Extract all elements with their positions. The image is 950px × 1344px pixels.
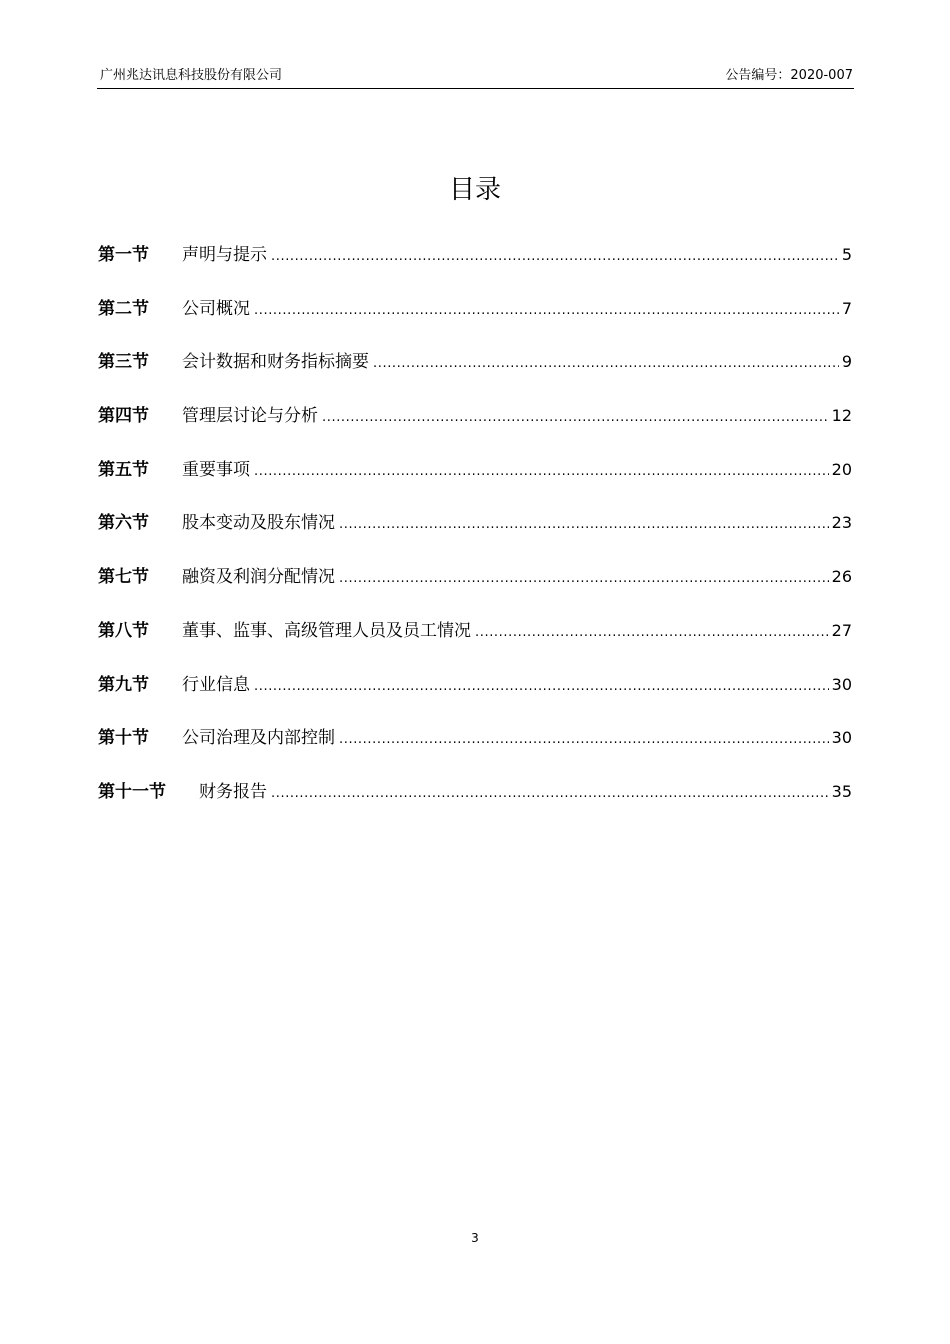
toc-entry-title: 股本变动及股东情况 [182, 513, 335, 534]
toc-section-label: 第十一节 [98, 781, 166, 802]
toc-entry-title: 公司治理及内部控制 [182, 728, 335, 749]
toc-list [98, 241, 852, 832]
toc-entry[interactable] [98, 509, 852, 563]
toc-section-label: 第十节 [98, 728, 149, 749]
toc-page-number: 30 [831, 674, 852, 694]
toc-dot-leader [322, 404, 829, 432]
toc-dot-leader [339, 726, 829, 754]
toc-page-number: 30 [831, 728, 852, 748]
toc-entry-title: 管理层讨论与分析 [182, 406, 318, 427]
toc-dot-leader [271, 780, 829, 808]
toc-entry[interactable] [98, 563, 852, 617]
toc-entry-title: 公司概况 [182, 298, 250, 319]
toc-entry-title: 融资及利润分配情况 [182, 567, 335, 588]
toc-entry-title: 声明与提示 [182, 245, 267, 265]
toc-page-number: 20 [831, 459, 852, 479]
toc-dot-leader [339, 511, 829, 539]
toc-section-label: 第九节 [98, 674, 149, 695]
toc-page-number: 27 [831, 620, 852, 640]
toc-section-label: 第六节 [98, 513, 149, 534]
toc-section-label: 第三节 [98, 352, 149, 373]
toc-dot-leader [271, 243, 839, 271]
toc-page-number: 5 [841, 245, 852, 264]
company-name: 广州兆达讯息科技股份有限公司 [100, 68, 283, 83]
toc-page-number: 9 [841, 352, 852, 372]
toc-entry-title: 会计数据和财务指标摘要 [182, 352, 369, 373]
toc-section-label: 第五节 [98, 459, 149, 480]
toc-entry-title: 重要事项 [182, 459, 250, 480]
toc-entry[interactable] [98, 671, 852, 725]
toc-entry[interactable] [98, 778, 852, 832]
toc-title: 目录 [448, 175, 501, 205]
toc-page-number: 7 [841, 298, 852, 318]
toc-entry-title: 行业信息 [182, 674, 250, 695]
toc-entry[interactable] [98, 348, 852, 402]
toc-entry-title: 财务报告 [199, 781, 267, 802]
toc-entry[interactable] [98, 402, 852, 456]
toc-entry[interactable] [98, 241, 852, 295]
toc-page-number: 35 [831, 781, 852, 801]
toc-page-number: 26 [831, 567, 852, 587]
toc-entry[interactable] [98, 456, 852, 510]
toc-page-number: 12 [831, 406, 852, 426]
toc-dot-leader [339, 565, 829, 593]
toc-dot-leader [254, 458, 829, 486]
toc-section-label: 第八节 [98, 620, 149, 641]
toc-entry-title: 董事、监事、高级管理人员及员工情况 [182, 620, 471, 641]
page-number: 3 [471, 1231, 479, 1245]
toc-section-label: 第一节 [98, 245, 149, 265]
toc-page-number: 23 [831, 513, 852, 533]
toc-section-label: 第二节 [98, 298, 149, 319]
toc-entry[interactable] [98, 295, 852, 349]
toc-dot-leader [475, 619, 829, 647]
toc-entry[interactable] [98, 724, 852, 778]
announcement-number: 公告编号：2020-007 [725, 68, 853, 83]
page-header [97, 66, 854, 89]
toc-dot-leader [373, 350, 839, 378]
toc-section-label: 第七节 [98, 567, 149, 588]
toc-dot-leader [254, 673, 829, 701]
toc-entry[interactable] [98, 617, 852, 671]
toc-section-label: 第四节 [98, 406, 149, 427]
toc-dot-leader [254, 297, 839, 325]
